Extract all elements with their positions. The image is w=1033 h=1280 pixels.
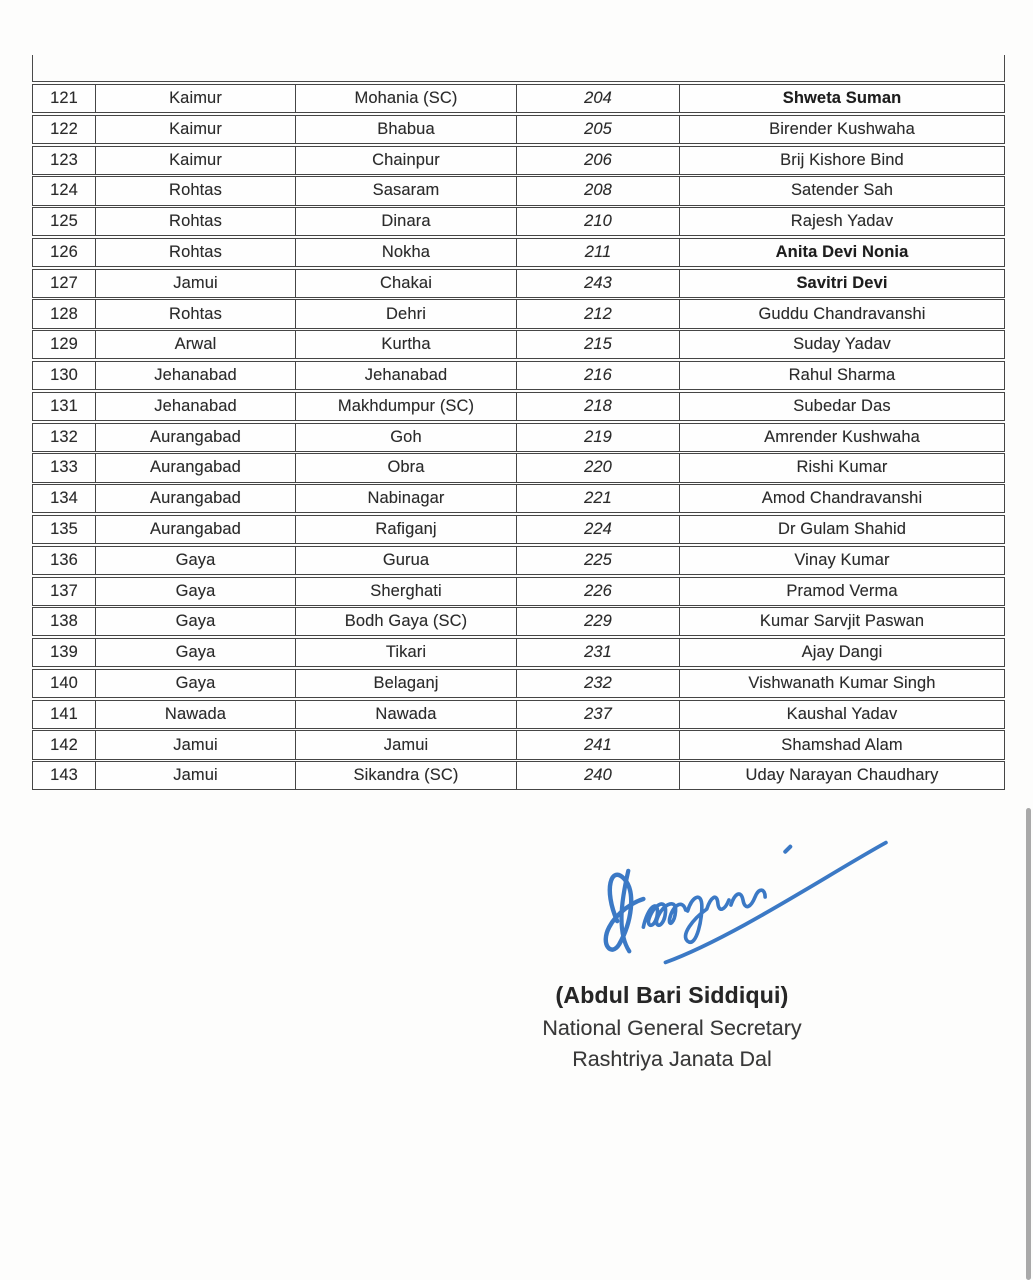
- table-row: [32, 146, 1005, 175]
- candidate-name-cell: Shweta Suman: [679, 85, 1004, 112]
- candidate-name-cell: Savitri Devi: [679, 270, 1004, 297]
- constituency-cell: Kurtha: [295, 331, 516, 358]
- district-cell: Jamui: [95, 762, 295, 789]
- candidate-name-cell: Kumar Sarvjit Paswan: [679, 608, 1004, 635]
- constituency-number-cell: 220: [516, 454, 679, 481]
- candidate-name-cell: Vinay Kumar: [679, 547, 1004, 574]
- candidate-name-cell: Subedar Das: [679, 393, 1004, 420]
- constituency-cell: Obra: [295, 454, 516, 481]
- table-row: [32, 730, 1005, 759]
- signatory-title: National General Secretary: [542, 1016, 802, 1040]
- district-cell: Rohtas: [95, 177, 295, 204]
- constituency-number-cell: 210: [516, 208, 679, 235]
- district-cell: Rohtas: [95, 300, 295, 327]
- serial-number-cell: 135: [50, 520, 78, 539]
- serial-number-cell: 143: [50, 766, 78, 785]
- serial-number-cell: 128: [50, 304, 78, 323]
- signature-ink: [583, 826, 905, 978]
- serial-number-cell: 130: [50, 366, 78, 385]
- candidate-name-cell: Amrender Kushwaha: [679, 424, 1004, 451]
- district-cell: Arwal: [95, 331, 295, 358]
- table-row: [32, 577, 1005, 606]
- serial-number-cell: 127: [50, 273, 78, 292]
- constituency-number-cell: 215: [516, 331, 679, 358]
- serial-number-cell: 123: [50, 150, 78, 169]
- candidate-name-cell: Rishi Kumar: [679, 454, 1004, 481]
- table-row: [32, 761, 1005, 790]
- constituency-cell: Nabinagar: [295, 485, 516, 512]
- candidate-name-cell: Amod Chandravanshi: [679, 485, 1004, 512]
- district-cell: Gaya: [95, 670, 295, 697]
- constituency-number-cell: 226: [516, 578, 679, 605]
- serial-number-cell: 124: [50, 181, 78, 200]
- constituency-cell: Chainpur: [295, 147, 516, 174]
- constituency-cell: Jamui: [295, 731, 516, 758]
- table-row: [32, 392, 1005, 421]
- district-cell: Jehanabad: [95, 362, 295, 389]
- district-cell: Rohtas: [95, 208, 295, 235]
- serial-number-cell: 137: [50, 581, 78, 600]
- candidate-name-cell: Rajesh Yadav: [679, 208, 1004, 235]
- serial-number-cell: 134: [50, 489, 78, 508]
- constituency-cell: Nokha: [295, 239, 516, 266]
- table-row: [32, 453, 1005, 482]
- candidate-name-cell: Vishwanath Kumar Singh: [679, 670, 1004, 697]
- district-cell: Aurangabad: [95, 516, 295, 543]
- serial-number-cell: 142: [50, 735, 78, 754]
- district-cell: Nawada: [95, 701, 295, 728]
- constituency-number-cell: 240: [516, 762, 679, 789]
- table-row: [32, 238, 1005, 267]
- serial-number-cell: 133: [50, 458, 78, 477]
- serial-number-cell: 141: [50, 704, 78, 723]
- constituency-number-cell: 225: [516, 547, 679, 574]
- constituency-cell: Rafiganj: [295, 516, 516, 543]
- constituency-cell: Bhabua: [295, 116, 516, 143]
- candidate-name-cell: Kaushal Yadav: [679, 701, 1004, 728]
- constituency-number-cell: 208: [516, 177, 679, 204]
- constituency-cell: Makhdumpur (SC): [295, 393, 516, 420]
- candidate-name-cell: Shamshad Alam: [679, 731, 1004, 758]
- constituency-number-cell: 241: [516, 731, 679, 758]
- table-row: [32, 361, 1005, 390]
- constituency-cell: Sikandra (SC): [295, 762, 516, 789]
- district-cell: Rohtas: [95, 239, 295, 266]
- serial-number-cell: 122: [50, 119, 78, 138]
- constituency-number-cell: 219: [516, 424, 679, 451]
- signatory-block: [452, 984, 892, 1070]
- table-row: [32, 269, 1005, 298]
- constituency-cell: Jehanabad: [295, 362, 516, 389]
- constituency-number-cell: 231: [516, 639, 679, 666]
- district-cell: Aurangabad: [95, 424, 295, 451]
- candidate-name-cell: Guddu Chandravanshi: [679, 300, 1004, 327]
- table-row: [32, 207, 1005, 236]
- district-cell: Aurangabad: [95, 485, 295, 512]
- candidate-name-cell: Brij Kishore Bind: [679, 147, 1004, 174]
- candidate-name-cell: Ajay Dangi: [679, 639, 1004, 666]
- candidate-name-cell: Dr Gulam Shahid: [679, 516, 1004, 543]
- table-row: [32, 176, 1005, 205]
- constituency-number-cell: 243: [516, 270, 679, 297]
- constituency-number-cell: 206: [516, 147, 679, 174]
- table-row: [32, 700, 1005, 729]
- table-row: [32, 546, 1005, 575]
- scan-edge-shadow: [1026, 808, 1031, 1280]
- district-cell: Jamui: [95, 731, 295, 758]
- constituency-number-cell: 224: [516, 516, 679, 543]
- district-cell: Gaya: [95, 639, 295, 666]
- table-body: [32, 84, 1005, 790]
- district-cell: Jamui: [95, 270, 295, 297]
- constituency-cell: Goh: [295, 424, 516, 451]
- constituency-cell: Gurua: [295, 547, 516, 574]
- serial-number-cell: 129: [50, 335, 78, 354]
- constituency-cell: Sherghati: [295, 578, 516, 605]
- serial-number-cell: 132: [50, 427, 78, 446]
- constituency-cell: Mohania (SC): [295, 85, 516, 112]
- constituency-cell: Dinara: [295, 208, 516, 235]
- table-row: [32, 299, 1005, 328]
- constituency-number-cell: 218: [516, 393, 679, 420]
- candidate-name-cell: Satender Sah: [679, 177, 1004, 204]
- candidate-name-cell: Suday Yadav: [679, 331, 1004, 358]
- serial-number-cell: 125: [50, 212, 78, 231]
- table-row: [32, 638, 1005, 667]
- signatory-name: (Abdul Bari Siddiqui): [555, 982, 789, 1008]
- table-top-fragment: [32, 55, 1005, 82]
- district-cell: Kaimur: [95, 116, 295, 143]
- table-row: [32, 669, 1005, 698]
- serial-number-cell: 126: [50, 243, 78, 261]
- constituency-number-cell: 229: [516, 608, 679, 635]
- table-row: [32, 484, 1005, 513]
- serial-number-cell: 138: [50, 612, 78, 631]
- constituency-number-cell: 221: [516, 485, 679, 512]
- constituency-number-cell: 232: [516, 670, 679, 697]
- constituency-number-cell: 205: [516, 116, 679, 143]
- district-cell: Aurangabad: [95, 454, 295, 481]
- constituency-number-cell: 204: [516, 85, 679, 112]
- candidate-name-cell: Uday Narayan Chaudhary: [679, 762, 1004, 789]
- serial-number-cell: 121: [50, 89, 78, 108]
- candidate-name-cell: Rahul Sharma: [679, 362, 1004, 389]
- serial-number-cell: 139: [50, 643, 78, 662]
- constituency-cell: Dehri: [295, 300, 516, 327]
- constituency-number-cell: 237: [516, 701, 679, 728]
- constituency-number-cell: 216: [516, 362, 679, 389]
- table-row: [32, 330, 1005, 359]
- table-row: [32, 607, 1005, 636]
- district-cell: Gaya: [95, 608, 295, 635]
- district-cell: Kaimur: [95, 85, 295, 112]
- candidate-name-cell: Anita Devi Nonia: [679, 239, 1004, 266]
- constituency-number-cell: 212: [516, 300, 679, 327]
- candidate-name-cell: Birender Kushwaha: [679, 116, 1004, 143]
- candidate-name-cell: Pramod Verma: [679, 578, 1004, 605]
- table-row: [32, 84, 1005, 113]
- constituency-cell: Tikari: [295, 639, 516, 666]
- district-cell: Gaya: [95, 547, 295, 574]
- serial-number-cell: 131: [50, 396, 78, 415]
- constituency-cell: Bodh Gaya (SC): [295, 608, 516, 635]
- constituency-number-cell: 211: [516, 239, 679, 266]
- constituency-cell: Chakai: [295, 270, 516, 297]
- district-cell: Gaya: [95, 578, 295, 605]
- serial-number-cell: 136: [50, 550, 78, 569]
- table-row: [32, 515, 1005, 544]
- candidate-table: [32, 55, 1005, 790]
- serial-number-cell: 140: [50, 673, 78, 692]
- table-row: [32, 423, 1005, 452]
- district-cell: Jehanabad: [95, 393, 295, 420]
- signatory-organization: Rashtriya Janata Dal: [572, 1046, 772, 1071]
- constituency-cell: Belaganj: [295, 670, 516, 697]
- constituency-cell: Nawada: [295, 701, 516, 728]
- table-row: [32, 115, 1005, 144]
- district-cell: Kaimur: [95, 147, 295, 174]
- constituency-cell: Sasaram: [295, 177, 516, 204]
